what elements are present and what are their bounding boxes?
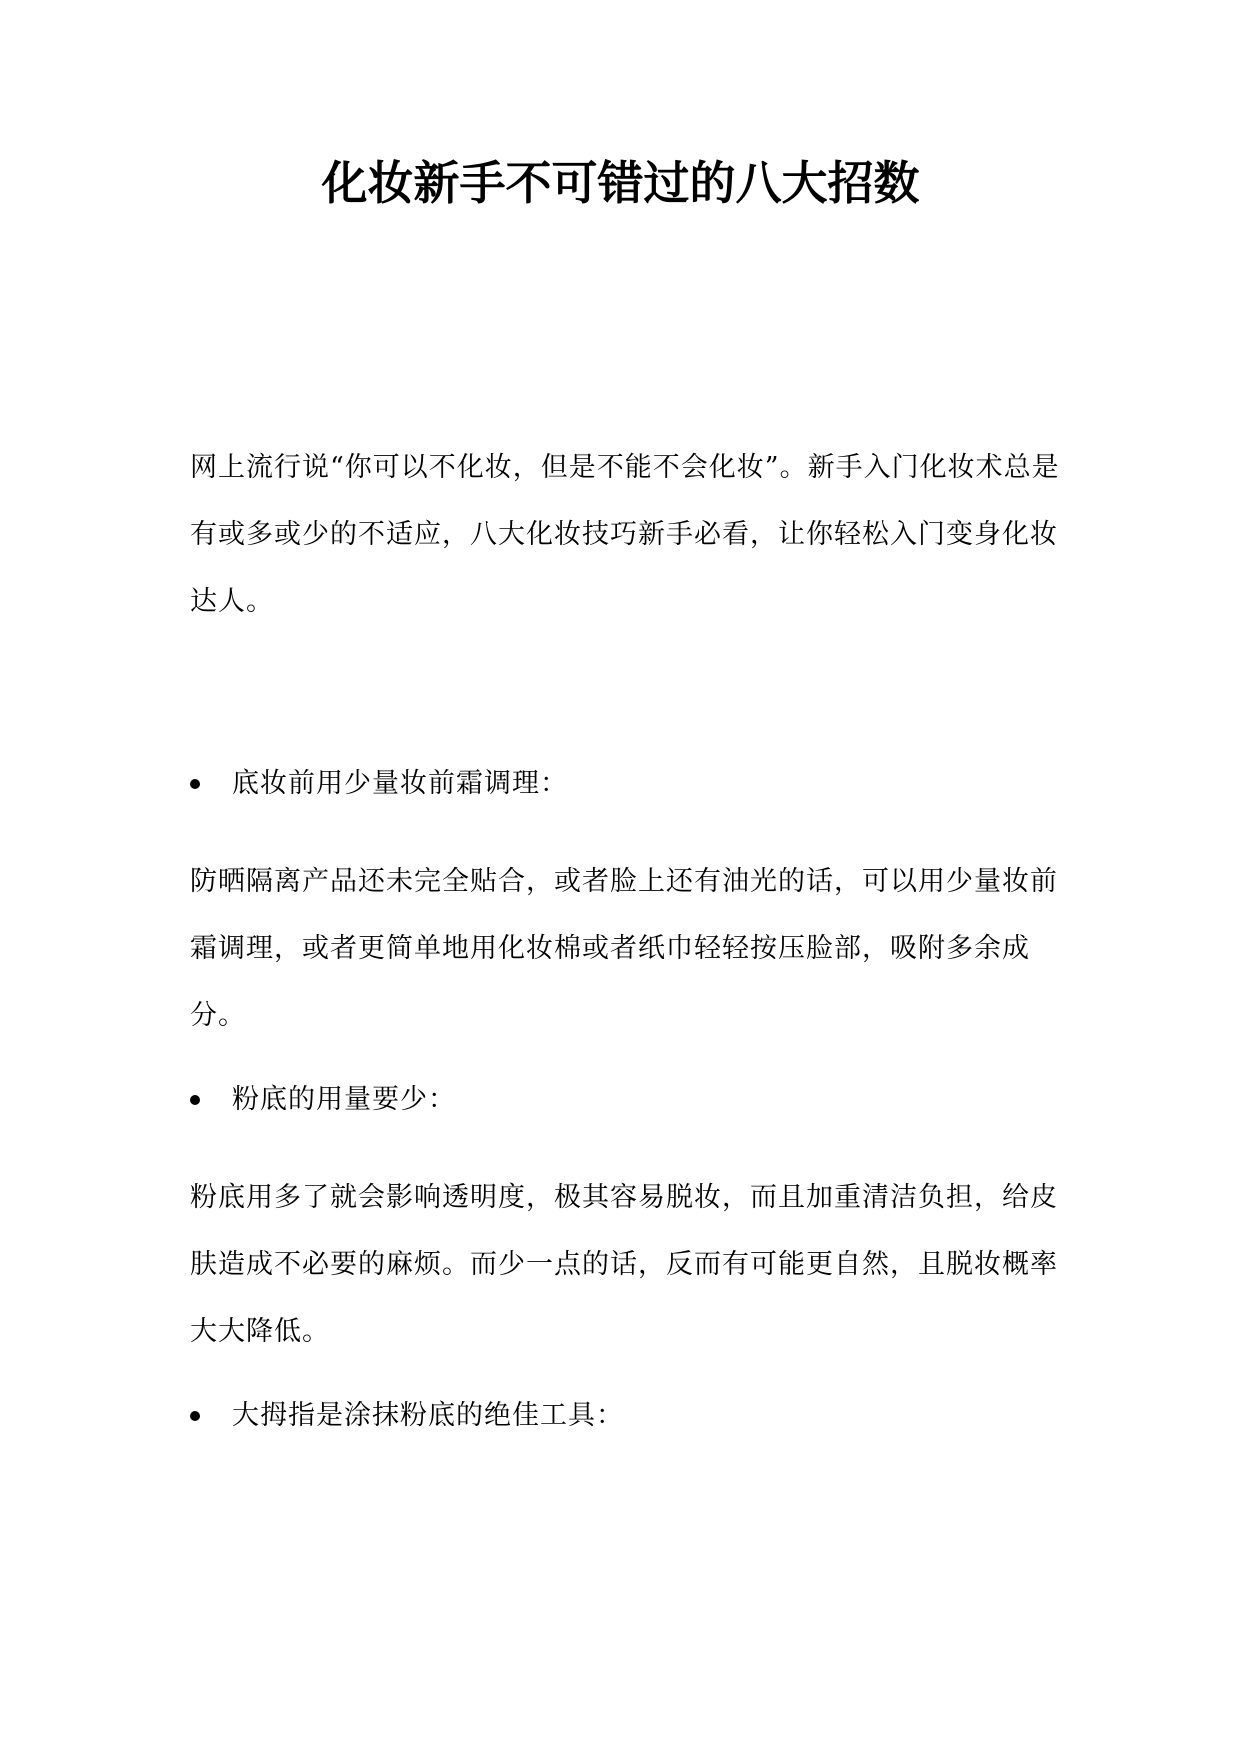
section-heading-1 bbox=[190, 757, 1062, 811]
bullet-icon bbox=[190, 1411, 200, 1421]
bullet-icon bbox=[190, 1095, 200, 1105]
document-title: 化妆新手不可错过的八大招数 bbox=[321, 156, 920, 210]
bullet-icon bbox=[190, 779, 200, 789]
intro-paragraph: 网上流行说“你可以不化妆，但是不能不会化妆”。新手入门化妆术总是有或多或少的不适应，八大化妆技巧新手必看，让你轻松入门变身化妆达人。 bbox=[190, 452, 1060, 617]
section-heading-3 bbox=[190, 1389, 1062, 1443]
section-heading-text: 粉底的用量要少： bbox=[232, 1084, 456, 1115]
section-heading-2 bbox=[190, 1073, 1062, 1127]
section-heading-text: 大拇指是涂抹粉底的绝佳工具： bbox=[232, 1400, 624, 1431]
section-body-1: 防晒隔离产品还未完全贴合，或者脸上还有油光的话，可以用少量妆前霜调理，或者更简单地用化妆棉或者纸巾轻轻按压脸部，吸附多余成分。 bbox=[190, 866, 1058, 1031]
section-body-2: 粉底用多了就会影响透明度，极其容易脱妆，而且加重清洁负担，给皮肤造成不必要的麻烦。而少一点的话，反而有可能更自然，且脱妆概率大大降低。 bbox=[190, 1182, 1058, 1347]
section-heading-text: 底妆前用少量妆前霜调理： bbox=[232, 768, 568, 799]
